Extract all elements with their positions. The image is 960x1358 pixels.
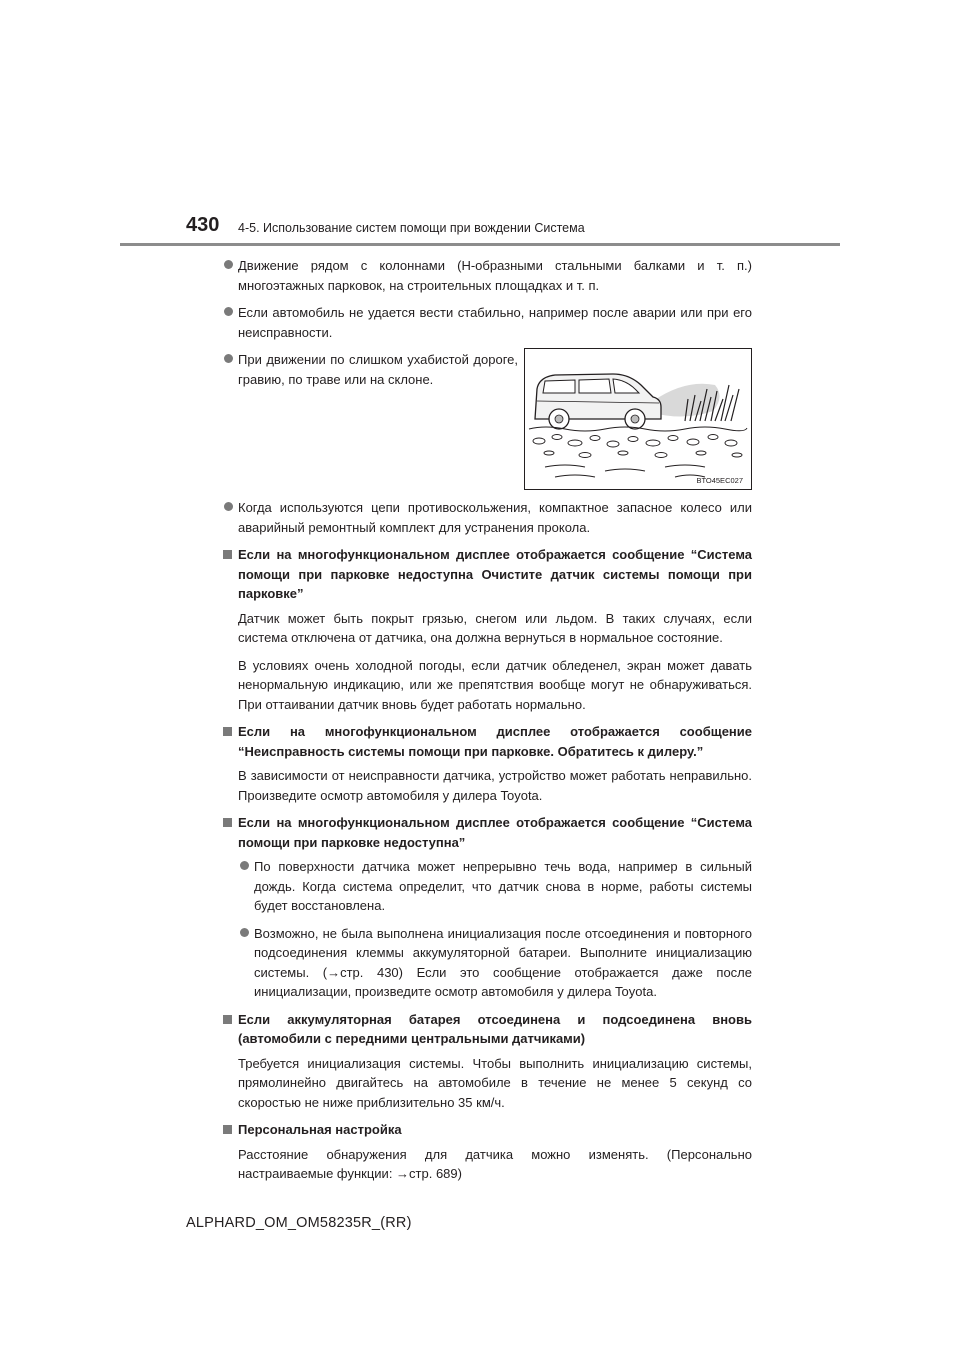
- header-divider: [120, 243, 840, 246]
- page-content: [222, 256, 752, 1192]
- list-item: Если автомобиль не удается вести стабильно, например после аварии или при его неисправности.: [222, 303, 752, 342]
- document-code: ALPHARD_OM_OM58235R_(RR): [186, 1215, 412, 1231]
- section-heading: Если на многофункциональном дисплее отображается сообщение “Неисправность системы помощи при парковке. Обратитесь к дилеру.”: [222, 722, 752, 761]
- square-bullet-icon: [223, 550, 232, 559]
- bullet-dot-icon: [224, 307, 233, 316]
- minivan-on-gravel-image: [525, 349, 751, 489]
- square-bullet-icon: [223, 1125, 232, 1134]
- paragraph: В зависимости от неисправности датчика, устройство может работать неправильно. Произведите осмотр автомобиля у дилера Toyota.: [238, 768, 752, 803]
- section-heading: Персональная настройка: [222, 1120, 752, 1140]
- bullet-dot-icon: [240, 861, 249, 870]
- figure-code: BTO45EC027: [696, 476, 743, 485]
- square-bullet-icon: [223, 818, 232, 827]
- list-item: Когда используются цепи противоскольжения, компактное запасное колесо или аварийный ремонтный комплект для устранения прокола.: [222, 498, 752, 537]
- section-title: 4-5. Использование систем помощи при вождении Система: [238, 221, 585, 235]
- paragraph: В условиях очень холодной погоды, если датчик обледенел, экран может давать ненормальную индикацию, или же препятствия вообще могут не обнаруживаться. При оттаивании датчик вновь будет работать нормально.: [238, 657, 752, 712]
- section-heading: Если на многофункциональном дисплее отображается сообщение “Система помощи при парковке недоступна”: [222, 813, 752, 852]
- page-number: 430: [186, 214, 220, 236]
- bullet-dot-icon: [224, 502, 233, 511]
- paragraph: Расстояние обнаружения для датчика можно изменять. (Персонально настраиваемые функции: →стр. 689): [238, 1146, 752, 1181]
- paragraph: Требуется инициализация системы. Чтобы выполнить инициализацию системы, прямолинейно двигайтесь на автомобиле в течение не менее 5 секунд со скоростью не ниже приблизительно 35 км/ч.: [238, 1055, 752, 1110]
- page-header: [0, 0, 960, 250]
- square-bullet-icon: [223, 727, 232, 736]
- square-bullet-icon: [223, 1015, 232, 1024]
- section-heading: Если аккумуляторная батарея отсоединена и подсоединена вновь (автомобили с передними центральными датчиками): [222, 1010, 752, 1049]
- figure-row: [222, 350, 752, 490]
- paragraph: Датчик может быть покрыт грязью, снегом или льдом. В таких случаях, если система отключена от датчика, она должна вернуться в нормальное состояние.: [238, 610, 752, 645]
- list-item: По поверхности датчика может непрерывно течь вода, например в сильный дождь. Когда система определит, что датчик снова в норме, работы системы будет восстановлена.: [238, 857, 752, 916]
- bullet-dot-icon: [224, 354, 233, 363]
- list-item: Возможно, не была выполнена инициализация после отсоединения и повторного подсоединения клеммы аккумуляторной батареи. Выполните инициализацию системы. (→стр. 430) Если это сообщение отображается даже после инициализации, произведите осмотр автомобиля у дилера Toyota.: [238, 924, 752, 1002]
- section-bullet-list: [222, 857, 752, 1002]
- bullet-dot-icon: [240, 928, 249, 937]
- rough-road-illustration: [524, 348, 752, 490]
- bullet-dot-icon: [224, 260, 233, 269]
- section-heading: Если на многофункциональном дисплее отображается сообщение “Система помощи при парковке недоступна Очистите датчик системы помощи при парковке”: [222, 545, 752, 604]
- list-item: При движении по слишком ухабистой дороге, гравию, по траве или на склоне.: [222, 350, 518, 490]
- list-item: Движение рядом с колоннами (Н-образными стальными балками и т. п.) многоэтажных парковок, на строительных площадках и т. п.: [222, 256, 752, 295]
